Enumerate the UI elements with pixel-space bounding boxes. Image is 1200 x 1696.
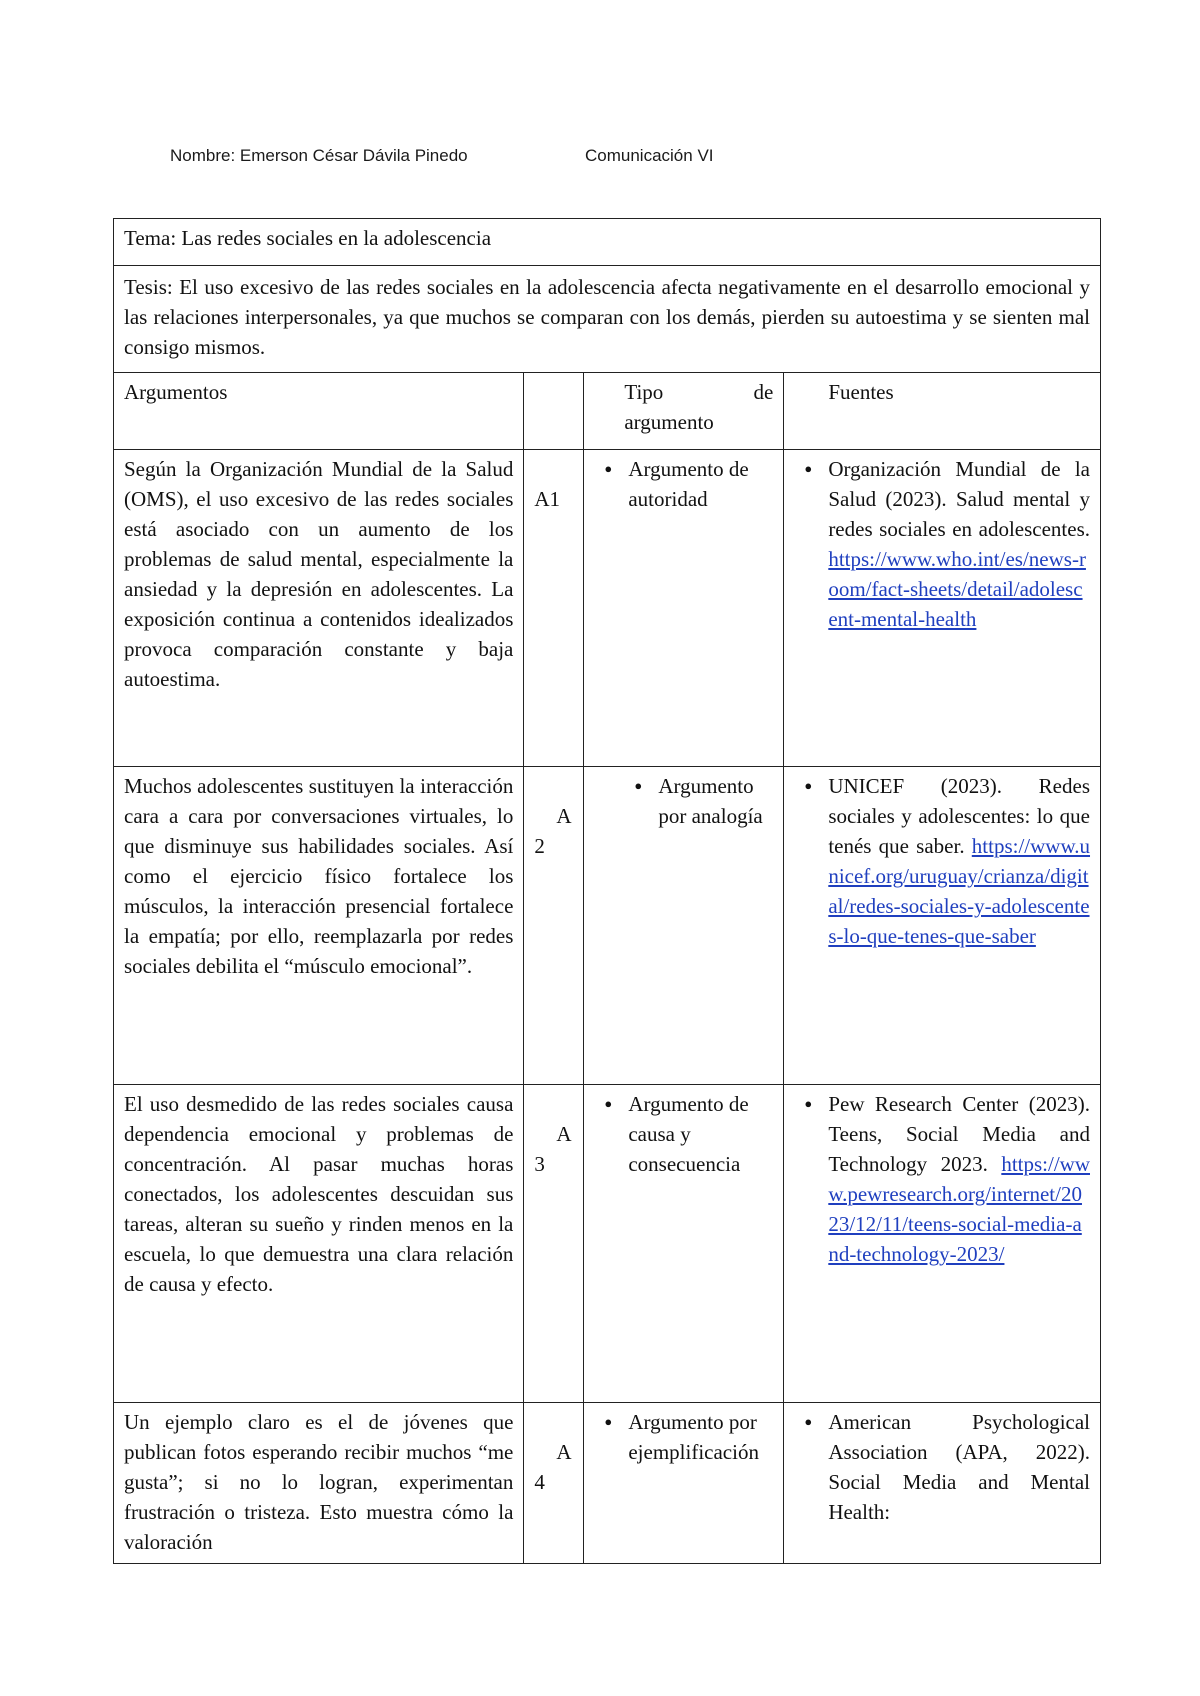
- argument-table: [113, 218, 1101, 1564]
- source-link[interactable]: https://www.pewresearch.org/internet/2023/12/11/teens-social-media-and-technology-2023/: [828, 1152, 1090, 1266]
- source-text: Pew Research Center (2023). Teens, Social Media and Technology 2023.: [828, 1092, 1090, 1176]
- source-text: Organización Mundial de la Salud (2023). Salud mental y redes sociales en adolescentes.: [828, 457, 1090, 541]
- argument-text: El uso desmedido de las redes sociales causa dependencia emocional y problemas de concentración. Al pasar muchas horas conectados, los adolescentes descuidan sus tareas, alteran su sueño y rinden menos en la escuela, lo que demuestra una clara relación de causa y efecto.: [114, 1085, 524, 1403]
- argument-type-cell: [584, 767, 784, 1085]
- argument-code-letter: A: [556, 804, 572, 828]
- bullet-icon: ●: [604, 1414, 613, 1429]
- argument-type: Argumento por analogía: [658, 774, 763, 828]
- source-text: American Psychological Association (APA, 2022). Social Media and Mental Health:: [828, 1410, 1090, 1524]
- bullet-icon: ●: [804, 1096, 813, 1111]
- source-cell: [784, 450, 1101, 767]
- student-name: Nombre: Emerson César Dávila Pinedo: [170, 146, 468, 165]
- source-cell: [784, 1403, 1101, 1564]
- table-row: [114, 767, 1101, 1085]
- argument-code-number: 2: [534, 834, 545, 858]
- header-tipo: Tipo de argumento: [584, 373, 784, 450]
- argument-code-letter: A: [556, 1440, 572, 1464]
- argument-text: Muchos adolescentes sustituyen la interacción cara a cara por conversaciones virtuales, lo que disminuye sus habilidades sociales. Así como el ejercicio físico fortalece los músculos, la interacción presencial fortalece la empatía; por ello, reemplazarla por redes sociales debilita el “músculo emocional”.: [114, 767, 524, 1085]
- bullet-icon: ●: [604, 461, 613, 476]
- argument-text: Un ejemplo claro es el de jóvenes que publican fotos esperando recibir muchos “me gusta”; si no lo logran, experimentan frustración o tristeza. Esto muestra cómo la valoración: [114, 1403, 524, 1564]
- thesis-row: [114, 266, 1101, 373]
- topic-cell: Tema: Las redes sociales en la adolescencia: [114, 219, 1101, 266]
- bullet-icon: ●: [804, 461, 813, 476]
- argument-type-cell: [584, 450, 784, 767]
- document-header: [170, 146, 714, 166]
- source-cell: [784, 1085, 1101, 1403]
- argument-text: Según la Organización Mundial de la Salud (OMS), el uso excesivo de las redes sociales está asociado con un aumento de los problemas de salud mental, especialmente la ansiedad y la depresión en adolescentes. La exposición continua a contenidos idealizados provoca comparación constante y baja autoestima.: [114, 450, 524, 767]
- header-blank: [524, 373, 584, 450]
- source-link[interactable]: https://www.who.int/es/news-room/fact-sheets/detail/adolescent-mental-health: [828, 547, 1086, 631]
- source-link[interactable]: https://www.unicef.org/uruguay/crianza/digital/redes-sociales-y-adolescentes-lo-que-tenes-que-saber: [828, 834, 1091, 948]
- argument-code: [524, 767, 584, 1085]
- course-name: Comunicación VI: [585, 146, 714, 165]
- bullet-icon: ●: [634, 778, 643, 793]
- header-argumentos: Argumentos: [114, 373, 524, 450]
- bullet-icon: ●: [804, 778, 813, 793]
- header-fuentes: Fuentes: [784, 373, 1101, 450]
- argument-type: Argumento por ejemplificación: [628, 1410, 759, 1464]
- argument-type-cell: [584, 1085, 784, 1403]
- argument-code: A1: [524, 450, 584, 767]
- argument-code: [524, 1403, 584, 1564]
- argument-code-number: 3: [534, 1152, 545, 1176]
- source-text: UNICEF (2023). Redes sociales y adolescentes: lo que tenés que saber.: [828, 774, 1090, 858]
- argument-code-letter: A: [556, 1122, 572, 1146]
- argument-code: [524, 1085, 584, 1403]
- table-row: [114, 450, 1101, 767]
- table-row: [114, 1403, 1101, 1564]
- argument-type-cell: [584, 1403, 784, 1564]
- table-row: [114, 1085, 1101, 1403]
- argument-type: Argumento de causa y consecuencia: [628, 1092, 749, 1176]
- thesis-cell: Tesis: El uso excesivo de las redes sociales en la adolescencia afecta negativamente en el desarrollo emocional y las relaciones interpersonales, ya que muchos se comparan con los demás, pierden su autoestima y se sienten mal consigo mismos.: [114, 266, 1101, 373]
- argument-type: Argumento de autoridad: [628, 457, 749, 511]
- argument-code-number: 4: [534, 1470, 545, 1494]
- bullet-icon: ●: [804, 1414, 813, 1429]
- bullet-icon: ●: [604, 1096, 613, 1111]
- column-header-row: [114, 373, 1101, 450]
- source-cell: [784, 767, 1101, 1085]
- topic-row: [114, 219, 1101, 266]
